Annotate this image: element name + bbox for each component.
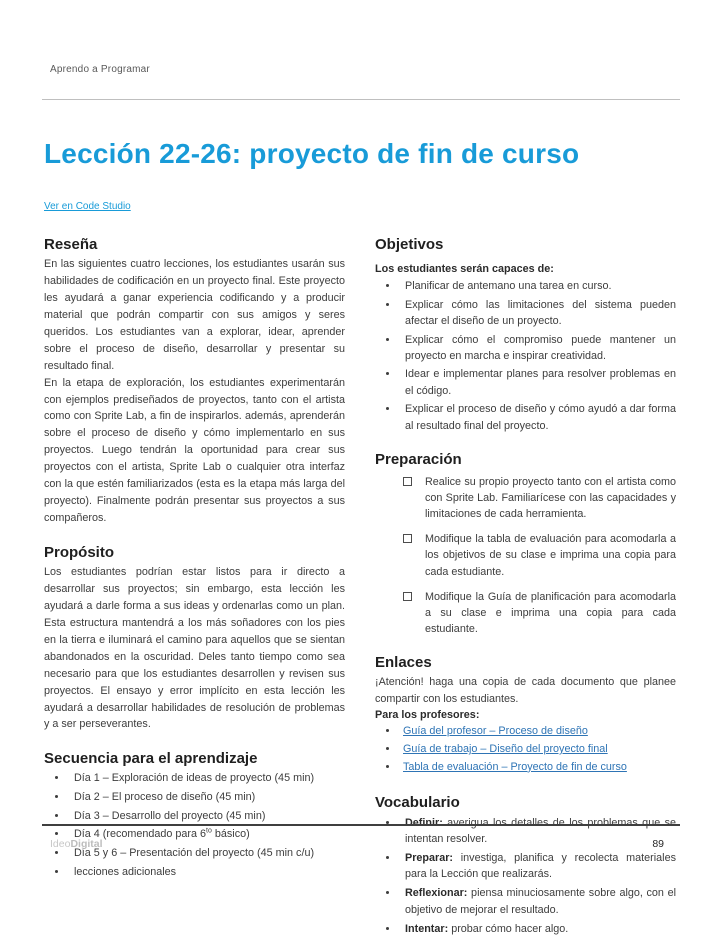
checkbox-icon [403, 534, 412, 543]
content-columns [44, 236, 676, 940]
resena-paragraph: En la etapa de exploración, los estudiantes experimentarán con ejemplos prediseñados de proyectos, tanto con el artista como con Sprite Lab, a fin de inspirarlos. además, aprenderán sobre el proceso de diseño y cómo implementarlo en sus proyectos. Luego tendrán la oportunidad para crear sus proyectos con el artista, Sprite Lab o cualquier otra interfaz con la que estén familiarizados (esta es la etapa más larga del proyecto). Finalmente podrán presentar sus proyectos a sus compañeros. [44, 376, 345, 525]
list-item: • Día 2 – El proceso de diseño (45 min) [68, 789, 345, 805]
ordinal-superscript: to [206, 827, 212, 835]
list-item: • Día 1 – Exploración de ideas de proyecto (45 min) [68, 770, 345, 786]
list-item: • Día 5 y 6 – Presentación del proyecto (45 min c/u) [68, 845, 345, 861]
checklist-item-text: Realice su propio proyecto tanto con el artista como con Sprite Lab. Familiarícese con las capacidades y limitaciones de cada herramienta. [425, 475, 676, 521]
teacher-guide-link[interactable]: Guía del profesor – Proceso de diseño [403, 725, 588, 738]
section-vocabulario [375, 794, 676, 937]
footer-brand-light: Ideo [50, 838, 71, 850]
checklist-item-text: Modifique la Guía de planificación para acomodarla a su clase e imprima una copia para cada estudiante. [425, 590, 676, 636]
footer [50, 838, 664, 850]
checkbox-icon [403, 477, 412, 486]
vocab-item [399, 921, 676, 937]
list-item: • Idear e implementar planes para resolver problemas en el código. [399, 366, 676, 398]
vocabulario-heading: Vocabulario [375, 793, 460, 811]
enlaces-list [375, 723, 676, 776]
objetivos-heading: Objetivos [375, 236, 444, 253]
footer-brand [50, 838, 103, 850]
resena-paragraph: En las siguientes cuatro lecciones, los estudiantes usarán sus habilidades de codificación en un proyecto final. Este proyecto les ayudará a ganar experiencia codificando y a producir material que podrán compartir con sus amigos y seres queridos. Los estudiantes van a explorar, idear, aprender sobre el proceso de diseño, desarrollar y presentar su resultado final. [44, 258, 345, 372]
list-item: • lecciones adicionales [68, 864, 345, 880]
vocab-term: Definir: [405, 816, 443, 829]
header-divider [42, 99, 680, 100]
checklist-item [403, 531, 676, 580]
code-studio-link[interactable]: Ver en Code Studio [44, 201, 131, 212]
list-item: • Explicar el proceso de diseño y cómo ayudó a dar forma al resultado final del proyecto. [399, 401, 676, 433]
preparacion-heading: Preparación [375, 450, 462, 468]
vocab-term: Reflexionar: [405, 887, 468, 900]
proposito-paragraph: Los estudiantes podrían estar listos para ir directo a desarrollar sus proyectos; sin embargo, esta lección les ayudará a darle forma a sus ideas y ordenarlas como un plan. Esta estructura mantendrá a los más soñadores con los pies en la tierra e iluminará el camino para aquellos que se sientan abandonados en la oscuridad. Deles tanto tiempo como sea necesario para que los estudiantes desarrollen y revisen sus proyectos. El ensayo y error implícito en esta lección les ayudará a desarrollar habilidades de resolución de problemas y a ser perseverantes. [44, 566, 345, 731]
enlaces-heading: Enlaces [375, 654, 432, 672]
list-item: • Planificar de antemano una tarea en curso. [399, 278, 676, 294]
section-enlaces [375, 654, 676, 776]
enlaces-intro: ¡Atención! haga una copia de cada documento que planee compartir con los estudiantes. [375, 676, 676, 706]
vocab-definition: investiga, planifica y recolecta materiales para la Lección que realizarás. [405, 852, 676, 881]
preparacion-list [375, 474, 676, 638]
checklist-item [403, 474, 676, 523]
checklist-item-text: Modifique la tabla de evaluación para acomodarla a los objetivos de su clase e imprima una copia para cada estudiante. [425, 533, 676, 578]
objetivos-list [375, 278, 676, 434]
list-item [399, 741, 676, 759]
checklist-item [403, 589, 676, 638]
list-item: • Día 3 – Desarrollo del proyecto (45 min) [68, 808, 345, 824]
page-title: Lección 22-26: proyecto de fin de curso [44, 137, 580, 169]
footer-brand-bold: Digital [70, 838, 103, 850]
section-secuencia [44, 750, 345, 880]
section-resena [44, 236, 345, 527]
list-item: • Explicar cómo las limitaciones del sistema pueden afectar el diseño de un proyecto. [399, 297, 676, 329]
section-proposito [44, 544, 345, 733]
list-item: • Explicar cómo el compromiso puede mantener un proyecto en marcha e inspirar creatividad. [399, 332, 676, 364]
proposito-heading: Propósito [44, 544, 114, 561]
left-column [44, 236, 345, 940]
vocab-term: Preparar: [405, 852, 454, 865]
list-item-text: Día 4 (recomendado para 6 [74, 828, 207, 841]
secuencia-heading: Secuencia para el aprendizaje [44, 750, 258, 768]
vocabulario-list [375, 815, 676, 937]
enlaces-lead: Para los profesores: [375, 709, 480, 722]
vocab-item [399, 885, 676, 917]
vocab-definition: averigua los detalles de los problemas que se intentan resolver. [405, 816, 676, 845]
section-preparacion [375, 451, 676, 638]
page-number: 89 [652, 838, 664, 850]
worksheet-link[interactable]: Guía de trabajo – Diseño del proyecto final [403, 743, 608, 756]
list-item [399, 759, 676, 777]
resena-heading: Reseña [44, 236, 98, 253]
vocab-definition: piensa minuciosamente sobre algo, con el objetivo de mejorar el resultado. [405, 887, 676, 916]
vocab-term: Intentar: [405, 922, 449, 935]
section-objetivos [375, 236, 676, 434]
footer-divider [42, 824, 680, 826]
list-item [399, 723, 676, 741]
rubric-link[interactable]: Tabla de evaluación – Proyecto de fin de curso [403, 760, 627, 773]
objetivos-lead: Los estudiantes serán capaces de: [375, 263, 554, 275]
vocab-definition: probar cómo hacer algo. [448, 922, 569, 935]
vocab-item [399, 850, 676, 882]
header-brand: Aprendo a Programar [50, 64, 150, 75]
right-column [375, 236, 676, 940]
list-item-text: básico) [211, 828, 250, 841]
checkbox-icon [403, 592, 412, 601]
